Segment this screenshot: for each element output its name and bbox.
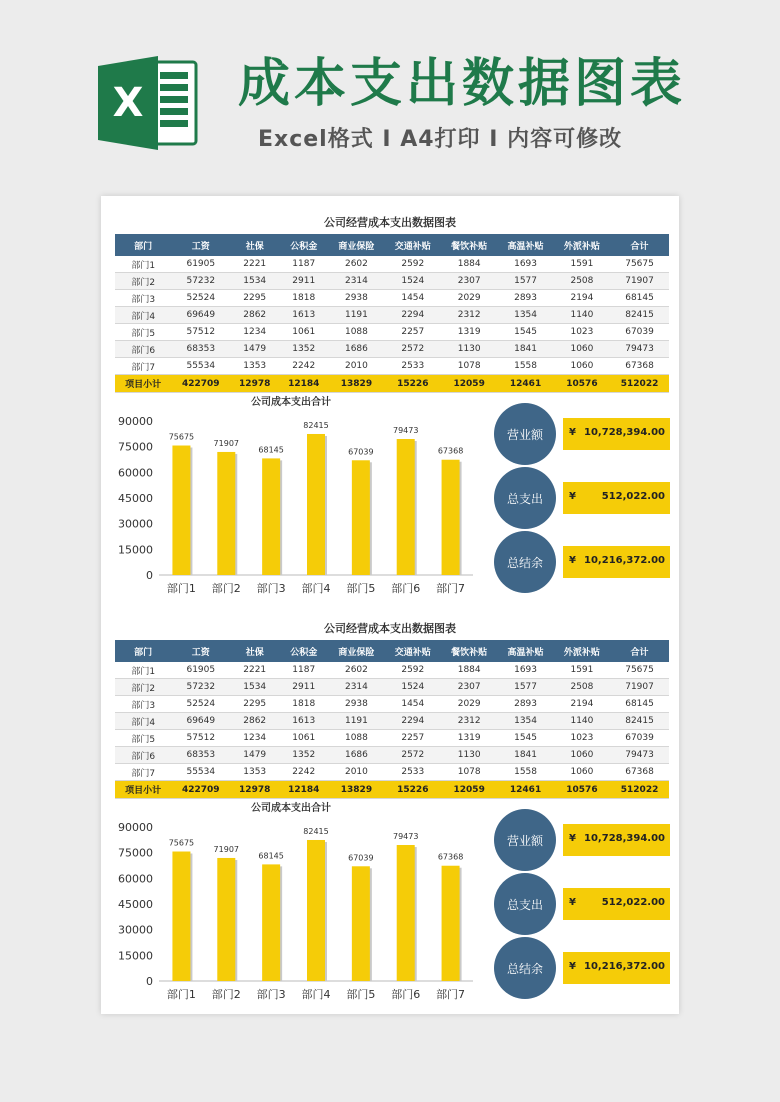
table-cell: 1023 — [554, 730, 610, 747]
table-cell: 57512 — [171, 324, 230, 341]
table-cell: 75675 — [610, 256, 669, 273]
table-row — [115, 730, 669, 747]
table-cell: 57232 — [171, 679, 230, 696]
data-label: 67368 — [437, 852, 464, 862]
y-tick-label: 15000 — [118, 949, 153, 963]
x-tick-label: 部门4 — [301, 582, 331, 595]
table-cell: 82415 — [610, 713, 669, 730]
table-cell: 2294 — [385, 713, 441, 730]
table-cell: 2938 — [328, 290, 384, 307]
table-title: 公司经营成本支出数据图表 — [324, 622, 456, 635]
table-cell: 1352 — [279, 747, 328, 764]
bar — [397, 439, 415, 575]
y-tick-label: 75000 — [118, 846, 153, 860]
table-cell: 2307 — [441, 679, 497, 696]
table-cell: 2194 — [554, 290, 610, 307]
table-cell: 1577 — [497, 679, 553, 696]
total-cell: 12059 — [441, 375, 497, 393]
data-label: 68145 — [258, 445, 284, 455]
total-cell: 12059 — [441, 781, 497, 799]
column-header: 餐饮补贴 — [441, 640, 497, 662]
page-header — [0, 0, 780, 190]
table-cell: 71907 — [610, 273, 669, 290]
table-cell: 1534 — [230, 273, 279, 290]
column-header: 工资 — [171, 234, 230, 256]
data-label: 71907 — [213, 844, 240, 854]
table-cell: 1686 — [328, 747, 384, 764]
bar — [352, 460, 370, 575]
total-cell: 12461 — [497, 375, 553, 393]
x-tick-label: 部门6 — [391, 988, 421, 1001]
table-cell: 1060 — [554, 358, 610, 375]
table-cell: 1884 — [441, 662, 497, 679]
table-cell: 部门6 — [115, 747, 171, 764]
table-cell: 2602 — [328, 662, 384, 679]
table-cell: 1088 — [328, 324, 384, 341]
table-cell: 55534 — [171, 358, 230, 375]
table-cell: 2592 — [385, 662, 441, 679]
table-cell: 1454 — [385, 696, 441, 713]
data-label: 67039 — [348, 853, 374, 863]
total-cell: 项目小计 — [115, 781, 171, 799]
table-cell: 67368 — [610, 358, 669, 375]
column-header: 工资 — [171, 640, 230, 662]
table-cell: 57232 — [171, 273, 230, 290]
total-cell: 512022 — [610, 781, 669, 799]
table-cell: 1545 — [497, 730, 553, 747]
x-tick-label: 部门5 — [346, 988, 376, 1001]
table-cell: 1140 — [554, 713, 610, 730]
table-cell: 2312 — [441, 307, 497, 324]
bar — [352, 866, 370, 981]
table-cell: 2533 — [385, 358, 441, 375]
y-tick-label: 15000 — [118, 543, 153, 557]
table-cell: 69649 — [171, 307, 230, 324]
summary-amount: 10,216,372.00 — [584, 961, 665, 972]
table-cell: 2862 — [230, 307, 279, 324]
table-cell: 1060 — [554, 747, 610, 764]
column-header: 社保 — [230, 234, 279, 256]
table-cell: 2508 — [554, 679, 610, 696]
total-cell: 12978 — [230, 375, 279, 393]
table-cell: 1187 — [279, 256, 328, 273]
table-cell: 1479 — [230, 747, 279, 764]
table-cell: 1234 — [230, 324, 279, 341]
total-cell: 13829 — [328, 781, 384, 799]
bar — [307, 840, 325, 981]
table-cell: 部门2 — [115, 679, 171, 696]
total-cell: 10576 — [554, 781, 610, 799]
table-cell: 1060 — [554, 764, 610, 781]
bar — [397, 845, 415, 981]
total-cell: 15226 — [385, 781, 441, 799]
table-cell: 61905 — [171, 662, 230, 679]
y-tick-label: 30000 — [118, 517, 153, 531]
table-cell: 71907 — [610, 679, 669, 696]
table-cell: 82415 — [610, 307, 669, 324]
column-header: 商业保险 — [328, 234, 384, 256]
column-header: 外派补贴 — [554, 640, 610, 662]
y-tick-label: 30000 — [118, 923, 153, 937]
table-cell: 2242 — [279, 764, 328, 781]
table-cell: 2307 — [441, 273, 497, 290]
y-tick-label: 0 — [146, 569, 153, 582]
column-header: 商业保险 — [328, 640, 384, 662]
summary-amount: 512,022.00 — [601, 491, 665, 502]
table-cell: 1613 — [279, 307, 328, 324]
table-cell: 1352 — [279, 341, 328, 358]
table-cell: 1353 — [230, 764, 279, 781]
table-cell: 1078 — [441, 764, 497, 781]
currency-symbol: ¥ — [569, 555, 576, 566]
total-cell: 422709 — [171, 375, 230, 393]
table-cell: 79473 — [610, 341, 669, 358]
bar — [442, 866, 460, 981]
table-cell: 2533 — [385, 764, 441, 781]
x-tick-label: 部门4 — [301, 988, 331, 1001]
table-cell: 部门5 — [115, 730, 171, 747]
table-cell: 2295 — [230, 290, 279, 307]
bar — [172, 852, 190, 981]
total-cell: 12184 — [279, 781, 328, 799]
data-label: 75675 — [168, 432, 195, 442]
data-label: 71907 — [213, 438, 240, 448]
table-cell: 1191 — [328, 713, 384, 730]
table-cell: 1545 — [497, 324, 553, 341]
bar — [217, 452, 235, 575]
total-cell: 12978 — [230, 781, 279, 799]
y-tick-label: 90000 — [118, 415, 153, 428]
table-cell: 2893 — [497, 696, 553, 713]
table-cell: 68145 — [610, 696, 669, 713]
table-row — [115, 341, 669, 358]
table-row — [115, 713, 669, 730]
table-cell: 1187 — [279, 662, 328, 679]
table-row — [115, 290, 669, 307]
table-cell: 2257 — [385, 730, 441, 747]
summary-circle: 营业额 — [494, 809, 556, 871]
table-cell: 1524 — [385, 273, 441, 290]
table-cell: 1841 — [497, 747, 553, 764]
data-label: 75675 — [168, 838, 195, 848]
table-cell: 1353 — [230, 358, 279, 375]
table-cell: 1686 — [328, 341, 384, 358]
data-label: 82415 — [303, 420, 329, 430]
summary-value-box — [563, 482, 670, 514]
table-cell: 2010 — [328, 358, 384, 375]
table-cell: 1841 — [497, 341, 553, 358]
column-header: 合计 — [610, 640, 669, 662]
bar — [172, 446, 190, 575]
column-header: 交通补贴 — [385, 640, 441, 662]
summary-circle: 总结余 — [494, 531, 556, 593]
table-cell: 部门2 — [115, 273, 171, 290]
total-cell: 项目小计 — [115, 375, 171, 393]
x-tick-label: 部门3 — [256, 582, 286, 595]
table-cell: 1534 — [230, 679, 279, 696]
table-cell: 2010 — [328, 764, 384, 781]
table-cell: 2893 — [497, 290, 553, 307]
table-cell: 2294 — [385, 307, 441, 324]
summary-circle: 总支出 — [494, 873, 556, 935]
total-cell: 12461 — [497, 781, 553, 799]
column-header: 部门 — [115, 640, 171, 662]
table-cell: 67039 — [610, 324, 669, 341]
table-cell: 2508 — [554, 273, 610, 290]
table-total-row — [115, 375, 669, 393]
table-cell: 68353 — [171, 747, 230, 764]
table-row — [115, 679, 669, 696]
table-row — [115, 662, 669, 679]
summary-value-box — [563, 546, 670, 578]
table-cell: 1818 — [279, 696, 328, 713]
table-cell: 1060 — [554, 341, 610, 358]
total-cell: 10576 — [554, 375, 610, 393]
total-cell: 512022 — [610, 375, 669, 393]
table-cell: 1479 — [230, 341, 279, 358]
bar — [262, 458, 280, 575]
currency-symbol: ¥ — [569, 427, 576, 438]
table-cell: 1558 — [497, 358, 553, 375]
table-cell: 75675 — [610, 662, 669, 679]
table-cell: 1319 — [441, 730, 497, 747]
table-cell: 1319 — [441, 324, 497, 341]
x-tick-label: 部门7 — [436, 582, 466, 595]
summary-circle: 总结余 — [494, 937, 556, 999]
table-cell: 2314 — [328, 679, 384, 696]
table-cell: 2194 — [554, 696, 610, 713]
bar — [262, 864, 280, 981]
cost-bar-chart — [101, 797, 481, 1007]
table-cell: 部门7 — [115, 764, 171, 781]
total-cell: 15226 — [385, 375, 441, 393]
table-cell: 1818 — [279, 290, 328, 307]
y-tick-label: 45000 — [118, 492, 153, 505]
column-header: 社保 — [230, 640, 279, 662]
table-cell: 部门1 — [115, 662, 171, 679]
column-header: 公积金 — [279, 640, 328, 662]
table-row — [115, 358, 669, 375]
y-tick-label: 0 — [146, 975, 153, 988]
summary-circle: 总支出 — [494, 467, 556, 529]
y-tick-label: 75000 — [118, 440, 153, 454]
table-cell: 1591 — [554, 256, 610, 273]
table-cell: 1884 — [441, 256, 497, 273]
table-cell: 68145 — [610, 290, 669, 307]
column-header: 交通补贴 — [385, 234, 441, 256]
table-header-row — [115, 640, 669, 662]
table-cell: 1577 — [497, 273, 553, 290]
table-cell: 1613 — [279, 713, 328, 730]
total-cell: 12184 — [279, 375, 328, 393]
table-cell: 2029 — [441, 696, 497, 713]
currency-symbol: ¥ — [569, 491, 576, 502]
table-cell: 2295 — [230, 696, 279, 713]
page-subtitle: Excel格式 Ⅰ A4打印 Ⅰ 内容可修改 — [258, 127, 623, 152]
cost-table — [115, 640, 669, 799]
table-cell: 55534 — [171, 764, 230, 781]
table-cell: 2257 — [385, 324, 441, 341]
table-cell: 1023 — [554, 324, 610, 341]
table-row — [115, 696, 669, 713]
table-cell: 52524 — [171, 290, 230, 307]
table-cell: 1693 — [497, 662, 553, 679]
table-row — [115, 256, 669, 273]
report-section-1 — [101, 196, 679, 602]
currency-symbol: ¥ — [569, 961, 576, 972]
table-cell: 1524 — [385, 679, 441, 696]
table-cell: 1078 — [441, 358, 497, 375]
cost-table — [115, 234, 669, 393]
table-cell: 79473 — [610, 747, 669, 764]
table-cell: 部门6 — [115, 341, 171, 358]
summary-amount: 512,022.00 — [601, 897, 665, 908]
table-row — [115, 324, 669, 341]
excel-logo-letter: X — [112, 80, 144, 126]
x-tick-label: 部门2 — [211, 988, 241, 1001]
summary-amount: 10,728,394.00 — [584, 427, 665, 438]
x-tick-label: 部门7 — [436, 988, 466, 1001]
table-cell: 1088 — [328, 730, 384, 747]
table-cell: 1558 — [497, 764, 553, 781]
table-cell: 67368 — [610, 764, 669, 781]
total-cell: 13829 — [328, 375, 384, 393]
bar — [307, 434, 325, 575]
data-label: 67368 — [437, 446, 464, 456]
table-cell: 67039 — [610, 730, 669, 747]
table-cell: 2221 — [230, 256, 279, 273]
table-cell: 部门1 — [115, 256, 171, 273]
summary-amount: 10,216,372.00 — [584, 555, 665, 566]
table-cell: 1354 — [497, 713, 553, 730]
data-label: 82415 — [303, 826, 329, 836]
table-cell: 2242 — [279, 358, 328, 375]
summary-circle: 营业额 — [494, 403, 556, 465]
table-cell: 2572 — [385, 747, 441, 764]
y-tick-label: 45000 — [118, 898, 153, 911]
table-cell: 1130 — [441, 341, 497, 358]
table-row — [115, 764, 669, 781]
table-cell: 2938 — [328, 696, 384, 713]
table-cell: 2312 — [441, 713, 497, 730]
report-section-2 — [101, 602, 679, 1008]
x-tick-label: 部门5 — [346, 582, 376, 595]
table-cell: 2862 — [230, 713, 279, 730]
column-header: 公积金 — [279, 234, 328, 256]
column-header: 合计 — [610, 234, 669, 256]
table-cell: 1191 — [328, 307, 384, 324]
chart-title: 公司成本支出合计 — [251, 397, 331, 408]
y-tick-label: 60000 — [118, 466, 153, 480]
summary-amount: 10,728,394.00 — [584, 833, 665, 844]
column-header: 高温补贴 — [497, 234, 553, 256]
y-tick-label: 60000 — [118, 872, 153, 886]
table-cell: 部门5 — [115, 324, 171, 341]
table-cell: 1061 — [279, 730, 328, 747]
table-cell: 2572 — [385, 341, 441, 358]
column-header: 高温补贴 — [497, 640, 553, 662]
table-cell: 部门3 — [115, 696, 171, 713]
table-row — [115, 747, 669, 764]
table-cell: 1234 — [230, 730, 279, 747]
y-tick-label: 90000 — [118, 821, 153, 834]
table-header-row — [115, 234, 669, 256]
x-tick-label: 部门6 — [391, 582, 421, 595]
total-cell: 422709 — [171, 781, 230, 799]
currency-symbol: ¥ — [569, 897, 576, 908]
table-cell: 1061 — [279, 324, 328, 341]
table-cell: 部门7 — [115, 358, 171, 375]
x-tick-label: 部门2 — [211, 582, 241, 595]
table-cell: 1693 — [497, 256, 553, 273]
table-cell: 57512 — [171, 730, 230, 747]
table-cell: 2314 — [328, 273, 384, 290]
x-tick-label: 部门3 — [256, 988, 286, 1001]
table-cell: 部门4 — [115, 307, 171, 324]
table-cell: 2592 — [385, 256, 441, 273]
table-cell: 1140 — [554, 307, 610, 324]
document-sheet — [101, 196, 679, 1014]
table-title: 公司经营成本支出数据图表 — [324, 216, 456, 229]
table-cell: 1454 — [385, 290, 441, 307]
column-header: 外派补贴 — [554, 234, 610, 256]
table-cell: 部门3 — [115, 290, 171, 307]
table-cell: 1591 — [554, 662, 610, 679]
table-cell: 2602 — [328, 256, 384, 273]
page-title: 成本支出数据图表 — [238, 54, 687, 114]
table-total-row — [115, 781, 669, 799]
table-cell: 1130 — [441, 747, 497, 764]
table-cell: 2911 — [279, 679, 328, 696]
summary-value-box — [563, 952, 670, 984]
x-tick-label: 部门1 — [166, 988, 196, 1001]
column-header: 部门 — [115, 234, 171, 256]
table-cell: 部门4 — [115, 713, 171, 730]
column-header: 餐饮补贴 — [441, 234, 497, 256]
table-cell: 1354 — [497, 307, 553, 324]
table-row — [115, 307, 669, 324]
data-label: 67039 — [348, 447, 374, 457]
data-label: 79473 — [392, 426, 419, 436]
data-label: 79473 — [392, 832, 419, 842]
table-cell: 2221 — [230, 662, 279, 679]
table-cell: 61905 — [171, 256, 230, 273]
data-label: 68145 — [258, 851, 284, 861]
cost-bar-chart — [101, 391, 481, 601]
bar — [217, 858, 235, 981]
x-tick-label: 部门1 — [166, 582, 196, 595]
table-cell: 69649 — [171, 713, 230, 730]
excel-logo-icon — [98, 56, 198, 150]
chart-title: 公司成本支出合计 — [251, 803, 331, 814]
table-row — [115, 273, 669, 290]
table-cell: 68353 — [171, 341, 230, 358]
table-cell: 52524 — [171, 696, 230, 713]
bar — [442, 460, 460, 575]
currency-symbol: ¥ — [569, 833, 576, 844]
table-cell: 2029 — [441, 290, 497, 307]
summary-value-box — [563, 888, 670, 920]
summary-value-box — [563, 824, 670, 856]
summary-value-box — [563, 418, 670, 450]
table-cell: 2911 — [279, 273, 328, 290]
